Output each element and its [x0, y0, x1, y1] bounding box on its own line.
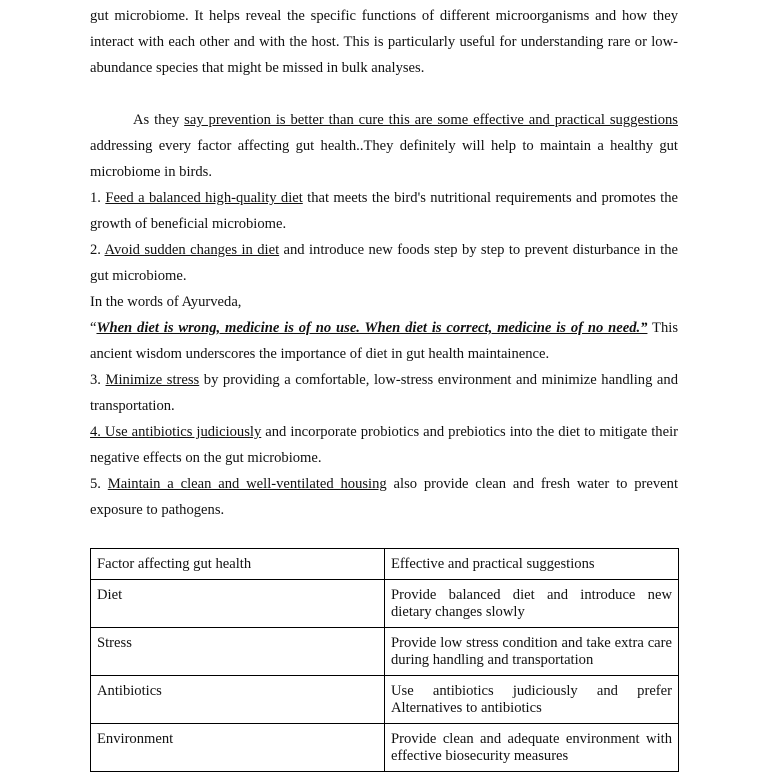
- table-cell-suggestion: Provide balanced diet and introduce new dietary changes slowly: [385, 580, 679, 628]
- paragraph-spacer: [90, 81, 678, 107]
- table-cell-suggestion: Provide low stress condition and take extra care during handling and transportation: [385, 628, 679, 676]
- list-item-underlined: Minimize stress: [105, 372, 200, 388]
- list-item-rest: and introduce new foods step by step to prevent disturbance in the gut microbiome.: [90, 242, 678, 284]
- list-item-underlined: Maintain a clean and well-ventilated housing: [107, 476, 387, 492]
- body-text: [90, 3, 678, 523]
- list-item-number: 3.: [90, 372, 106, 388]
- list-item-number: 1.: [90, 190, 106, 206]
- table-header-suggestion: Effective and practical suggestions: [385, 549, 679, 580]
- table-row: [91, 580, 679, 628]
- list-item-3: [90, 367, 678, 419]
- list-item-1: [90, 185, 678, 237]
- table-cell-suggestion: Provide clean and adequate environment with effective biosecurity measures: [385, 724, 679, 772]
- table-row: [91, 628, 679, 676]
- prevention-prefix: As they: [133, 112, 185, 128]
- quote-rest: This ancient wisdom underscores the importance of diet in gut health maintainence.: [90, 320, 678, 362]
- table-header-factor: Factor affecting gut health: [91, 549, 385, 580]
- quote-open-mark: “: [90, 320, 97, 336]
- table-row: [91, 676, 679, 724]
- list-item-rest: and incorporate probiotics and prebiotics into the diet to mitigate their negative effects on the gut microbiome.: [90, 424, 678, 466]
- table-cell-factor: Antibiotics: [91, 676, 385, 724]
- table-row: [91, 724, 679, 772]
- intro-paragraph: gut microbiome. It helps reveal the specific functions of different microorganisms and how they interact with each other and with the host. This is particularly useful for understanding rare or low-abundance species that might be missed in bulk analyses.: [90, 8, 678, 76]
- list-item-rest: by providing a comfortable, low-stress environment and minimize handling and transportation.: [90, 372, 679, 414]
- table-cell-factor: Diet: [91, 580, 385, 628]
- list-item-underlined: Feed a balanced high-quality diet: [105, 190, 303, 206]
- prevention-underlined: say prevention is better than cure this are some effective and practical suggestions: [184, 112, 678, 128]
- list-item-2: [90, 237, 678, 289]
- gut-health-factors-table: [90, 548, 679, 772]
- list-item-4: [90, 419, 678, 471]
- ayurveda-quote: When diet is wrong, medicine is of no use. When diet is correct, medicine is of no need.”: [96, 320, 648, 336]
- list-item-rest: that meets the bird's nutritional requirements and promotes the growth of beneficial microbiome.: [90, 190, 678, 232]
- list-item-rest: also provide clean and fresh water to prevent exposure to pathogens.: [90, 476, 679, 518]
- ayurveda-quote-paragraph: [90, 315, 678, 367]
- list-item-5: [90, 471, 678, 523]
- prevention-suffix: addressing every factor affecting gut health..They definitely will help to maintain a healthy gut microbiome in birds.: [90, 138, 678, 180]
- ayurveda-intro: In the words of Ayurveda,: [90, 294, 242, 310]
- table-header-row: [91, 549, 679, 580]
- table-cell-factor: Environment: [91, 724, 385, 772]
- list-item-underlined: Avoid sudden changes in diet: [104, 242, 280, 258]
- prevention-paragraph: [90, 107, 678, 185]
- list-item-number: 5.: [90, 476, 108, 492]
- table-cell-suggestion: Use antibiotics judiciously and prefer Alternatives to antibiotics: [385, 676, 679, 724]
- table-cell-factor: Stress: [91, 628, 385, 676]
- list-item-underlined: 4. Use antibiotics judiciously: [90, 424, 262, 440]
- list-item-number: 2.: [90, 242, 105, 258]
